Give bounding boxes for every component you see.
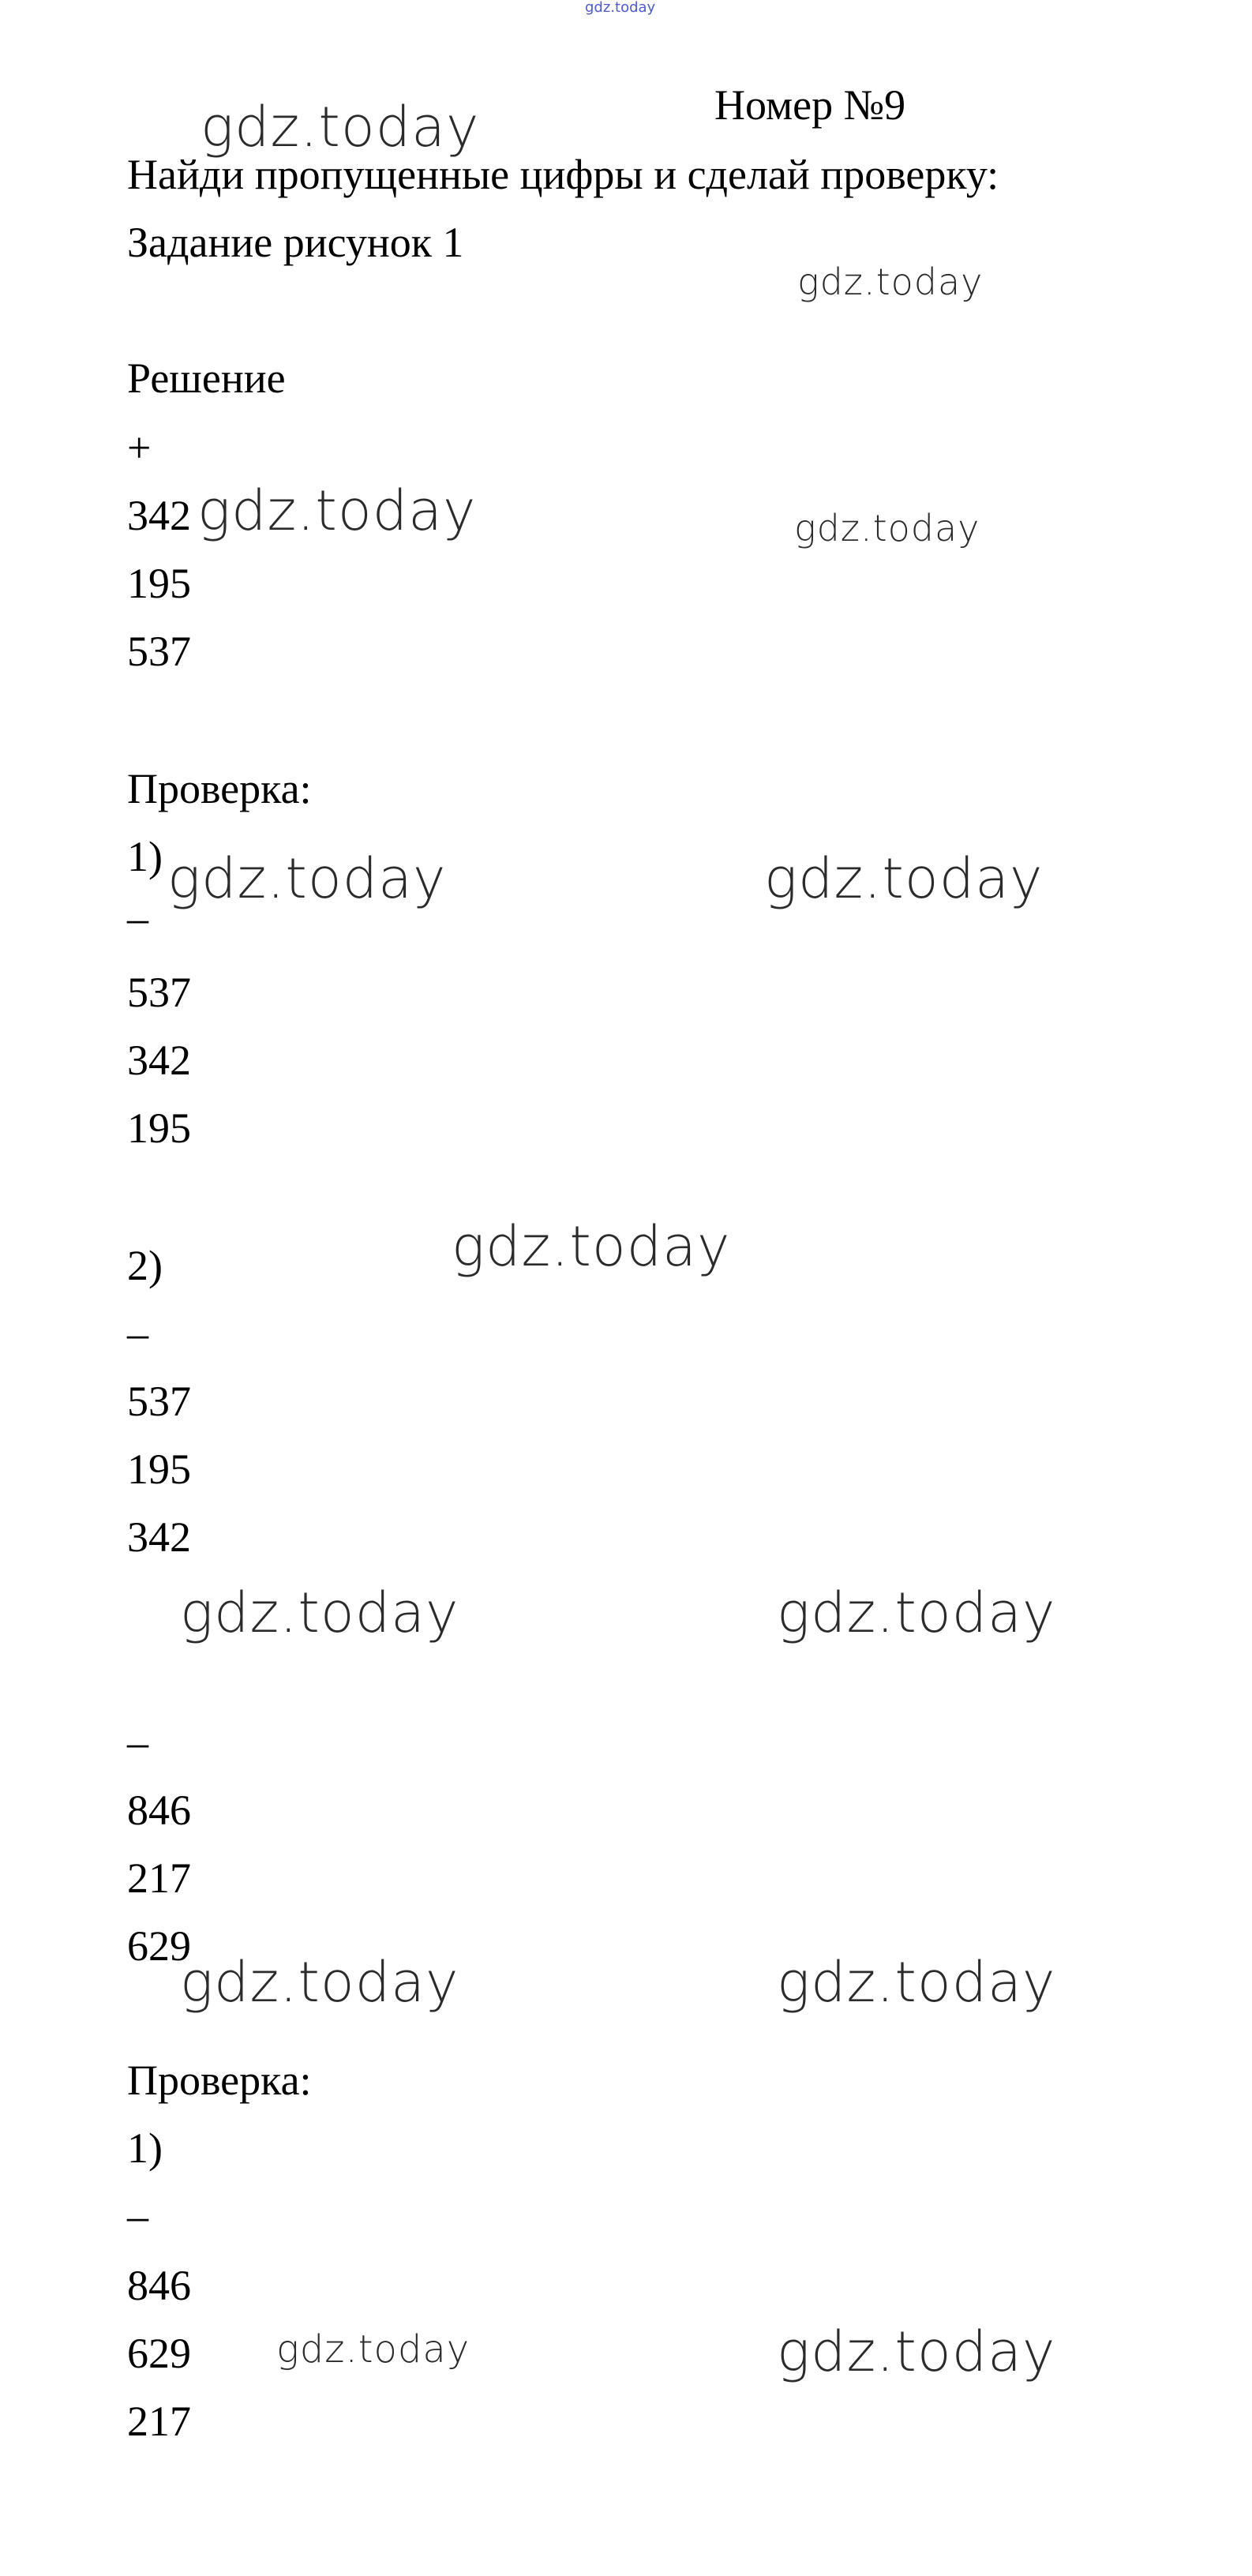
- result: 195: [127, 1104, 191, 1152]
- watermark: gdz.today: [197, 478, 477, 543]
- watermark: gdz.today: [794, 507, 980, 549]
- task-text: Найди пропущенные цифры и сделай проверку:: [127, 151, 999, 198]
- watermark: gdz.today: [797, 261, 984, 303]
- task-figure-caption: Задание рисунок 1: [127, 219, 464, 266]
- result: 537: [127, 628, 191, 675]
- solution-heading: Решение: [127, 354, 286, 402]
- result: 217: [127, 2398, 191, 2445]
- check-heading: Проверка:: [127, 765, 312, 812]
- operand: 217: [127, 1854, 191, 1902]
- operator: +: [127, 424, 152, 471]
- operand: 629: [127, 2330, 191, 2377]
- operand: 342: [127, 492, 191, 539]
- operator: –: [127, 2192, 148, 2240]
- watermark: gdz.today: [180, 1950, 459, 2015]
- operator: –: [127, 894, 148, 942]
- watermark: gdz.today: [777, 2319, 1056, 2384]
- operator: –: [127, 1310, 148, 1357]
- operand: 195: [127, 560, 191, 607]
- watermark: gdz.today: [276, 2327, 470, 2372]
- check-heading: Проверка:: [127, 2057, 312, 2104]
- operand: 537: [127, 1378, 191, 1425]
- watermark: gdz.today: [452, 1214, 731, 1279]
- watermark: gdz.today: [777, 1950, 1056, 2015]
- step-label: 1): [127, 2124, 163, 2172]
- result: 629: [127, 1922, 191, 1970]
- watermark: gdz.today: [167, 846, 447, 911]
- operand: 342: [127, 1037, 191, 1084]
- watermark: gdz.today: [764, 846, 1044, 911]
- watermark: gdz.today: [777, 1580, 1056, 1645]
- operand: 846: [127, 2262, 191, 2309]
- step-label: 1): [127, 833, 163, 880]
- watermark: gdz.today: [201, 95, 480, 159]
- page-title: Номер №9: [714, 81, 906, 129]
- watermark: gdz.today: [180, 1580, 459, 1645]
- result: 342: [127, 1513, 191, 1561]
- operand: 846: [127, 1787, 191, 1834]
- step-label: 2): [127, 1242, 163, 1289]
- operator: –: [127, 1719, 148, 1766]
- site-link[interactable]: gdz.today: [585, 0, 656, 16]
- operand: 537: [127, 969, 191, 1016]
- operand: 195: [127, 1445, 191, 1493]
